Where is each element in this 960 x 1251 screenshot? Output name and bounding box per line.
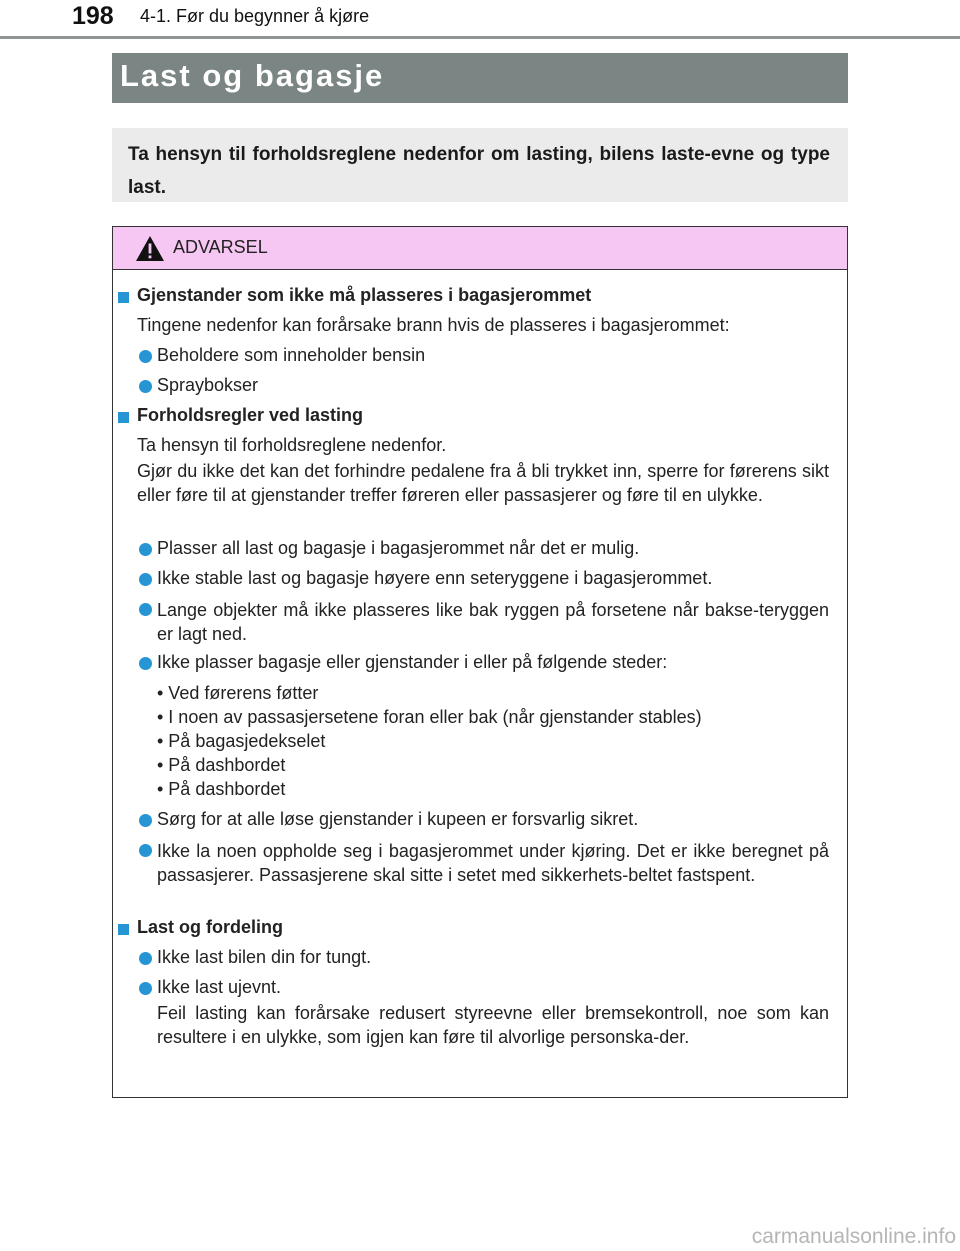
warning-label: ADVARSEL — [173, 237, 268, 257]
bullet-dot — [139, 543, 152, 556]
warning-triangle-icon — [135, 235, 165, 262]
bullet-item: Ikke la noen oppholde seg i bagasjerommet under kjøring. Det er ikke beregnet på passasjerer. Passasjerene skal sitte i setet med sikkerhets-beltet fastspent. — [157, 841, 829, 885]
sub-list-item: • Ved førerens føtter — [157, 683, 319, 703]
bullet-dot — [139, 952, 152, 965]
sub-list-item: • På dashbordet — [157, 755, 286, 775]
bullet-dot — [139, 814, 152, 827]
watermark: carmanualsonline.info — [751, 1225, 956, 1248]
intro-text: Ta hensyn til forholdsreglene nedenfor om lasting, bilens laste-evne og type last. — [128, 144, 830, 198]
sub-list-item: • På bagasjedekselet — [157, 731, 326, 751]
section-heading: Last og fordeling — [137, 917, 283, 937]
bullet-item: Ikke stable last og bagasje høyere enn seteryggene i bagasjerommet. — [157, 568, 713, 588]
bullet-item: Spraybokser — [157, 375, 259, 395]
warning-header — [113, 227, 847, 270]
bullet-dot — [139, 657, 152, 670]
paragraph: Tingene nedenfor kan forårsake brann hvis de plasseres i bagasjerommet: — [137, 315, 730, 335]
bullet-item: Plasser all last og bagasje i bagasjerommet når det er mulig. — [157, 538, 640, 558]
bullet-item: Sørg for at alle løse gjenstander i kupeen er forsvarlig sikret. — [157, 809, 639, 829]
section-square-marker — [118, 412, 129, 423]
chapter-heading: 4-1. Før du begynner å kjøre — [140, 6, 370, 26]
bullet-dot — [139, 380, 152, 393]
bullet-item: Ikke last ujevnt. — [157, 977, 282, 997]
bullet-dot — [139, 982, 152, 995]
bullet-dot — [139, 350, 152, 363]
warning-box — [112, 226, 848, 1098]
header-divider — [0, 36, 960, 39]
page-number: 198 — [72, 2, 114, 30]
bullet-item: Beholdere som inneholder bensin — [157, 345, 426, 365]
bullet-item: Ikke last bilen din for tungt. — [157, 947, 372, 967]
section-heading: Forholdsregler ved lasting — [137, 405, 364, 425]
paragraph: Ta hensyn til forholdsreglene nedenfor. — [137, 435, 447, 455]
section-title-bar — [112, 53, 848, 103]
sub-list-item: • I noen av passasjersetene foran eller bak (når gjenstander stables) — [157, 707, 702, 727]
paragraph: Feil lasting kan forårsake redusert styreevne eller bremsekontroll, noe som kan resultere i en ulykke, som igjen kan føre til alvorlige personska-der. — [157, 1003, 829, 1047]
section-square-marker — [118, 924, 129, 935]
bullet-dot — [139, 573, 152, 586]
bullet-dot — [139, 603, 152, 616]
bullet-item: Ikke plasser bagasje eller gjenstander i eller på følgende steder: — [157, 652, 668, 672]
sub-list-item: • På dashbordet — [157, 779, 286, 799]
bullet-dot — [139, 844, 152, 857]
section-title: Last og bagasje — [120, 58, 385, 93]
section-heading: Gjenstander som ikke må plasseres i bagasjerommet — [137, 285, 592, 305]
paragraph: Gjør du ikke det kan det forhindre pedalene fra å bli trykket inn, sperre for førerens sikt eller føre til at gjenstander treffer føreren eller passasjerer og føre til en ulykke. — [137, 461, 829, 505]
intro-box — [112, 128, 848, 202]
section-square-marker — [118, 292, 129, 303]
bullet-item: Lange objekter må ikke plasseres like bak ryggen på forsetene når bakse-teryggen er lagt ned. — [157, 600, 829, 644]
